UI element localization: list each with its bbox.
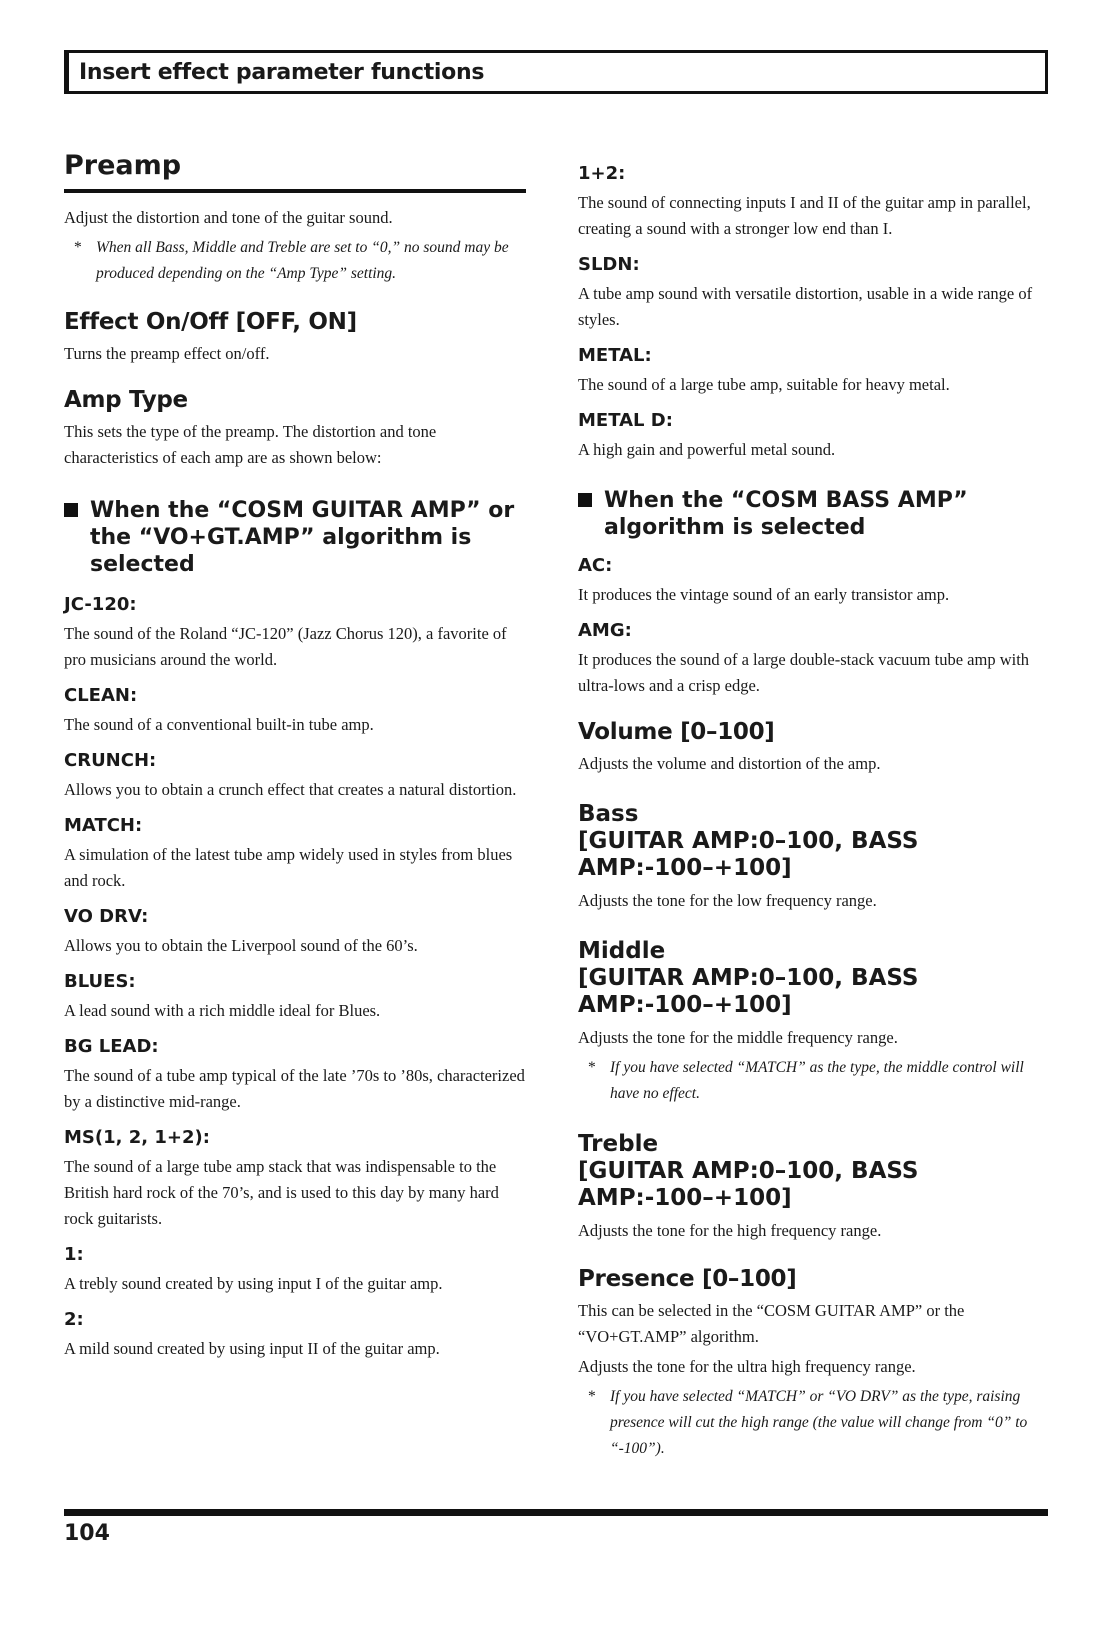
middle-description: Adjusts the tone for the middle frequency range. bbox=[578, 1028, 898, 1047]
effect-on-off-heading: Effect On/Off [OFF, ON] bbox=[64, 309, 357, 335]
note-asterisk: * bbox=[74, 239, 82, 256]
section-header bbox=[64, 50, 1048, 94]
preamp-heading: Preamp bbox=[64, 150, 526, 193]
metal-d-heading: METAL D: bbox=[578, 410, 673, 431]
bg-lead-description: The sound of a tube amp typical of the late ’70s to ’80s, characterized by a distinctive mid-range. bbox=[64, 1066, 525, 1111]
vo-drv-heading: VO DRV: bbox=[64, 906, 149, 927]
input-1-plus-2-heading: 1+2: bbox=[578, 163, 626, 184]
presence-heading: Presence [0–100] bbox=[578, 1266, 797, 1292]
metal-d-description: A high gain and powerful metal sound. bbox=[578, 440, 836, 459]
volume-description: Adjusts the volume and distortion of the amp. bbox=[578, 754, 881, 773]
bass-heading bbox=[578, 801, 1040, 882]
presence-description-1: This can be selected in the “COSM GUITAR AMP” or the “VO+GT.AMP” algorithm. bbox=[578, 1301, 965, 1346]
note-asterisk: * bbox=[588, 1059, 596, 1076]
input-1-heading: 1: bbox=[64, 1244, 84, 1265]
bass-heading-range: [GUITAR AMP:0–100, BASS AMP:-100–+100] bbox=[578, 828, 919, 881]
blues-heading: BLUES: bbox=[64, 971, 136, 992]
middle-note-text: If you have selected “MATCH” as the type, the middle control will have no effect. bbox=[610, 1059, 1024, 1102]
bullet-square-icon bbox=[578, 493, 592, 507]
crunch-description: Allows you to obtain a crunch effect that creates a natural distortion. bbox=[64, 780, 517, 799]
treble-heading-title: Treble bbox=[578, 1131, 659, 1157]
sldn-heading: SLDN: bbox=[578, 254, 640, 275]
guitar-amp-section-heading bbox=[64, 497, 526, 578]
amg-description: It produces the sound of a large double-stack vacuum tube amp with ultra-lows and a crisp edge. bbox=[578, 650, 1030, 695]
bullet-square-icon bbox=[64, 503, 78, 517]
left-column bbox=[64, 150, 526, 1362]
treble-heading-range: [GUITAR AMP:0–100, BASS AMP:-100–+100] bbox=[578, 1158, 919, 1211]
metal-heading: METAL: bbox=[578, 345, 652, 366]
bass-amp-section-text: When the “COSM BASS AMP” algorithm is selected bbox=[604, 488, 968, 540]
middle-heading-title: Middle bbox=[578, 938, 666, 964]
ac-heading: AC: bbox=[578, 555, 613, 576]
amp-type-description: This sets the type of the preamp. The distortion and tone characteristics of each amp are as shown below: bbox=[64, 422, 437, 467]
right-column bbox=[578, 163, 1040, 1462]
clean-heading: CLEAN: bbox=[64, 685, 138, 706]
input-1-plus-2-description: The sound of connecting inputs I and II of the guitar amp in parallel, creating a sound with a stronger low end than I. bbox=[578, 193, 1031, 238]
middle-note bbox=[578, 1055, 1040, 1107]
amp-type-heading: Amp Type bbox=[64, 387, 188, 413]
guitar-amp-section-text: When the “COSM GUITAR AMP” or the “VO+GT.AMP” algorithm is selected bbox=[90, 498, 515, 577]
metal-description: The sound of a large tube amp, suitable for heavy metal. bbox=[578, 375, 950, 394]
section-header-title: Insert effect parameter functions bbox=[79, 59, 485, 85]
bg-lead-heading: BG LEAD: bbox=[64, 1036, 159, 1057]
presence-description-2: Adjusts the tone for the ultra high frequency range. bbox=[578, 1357, 916, 1376]
match-description: A simulation of the latest tube amp widely used in styles from blues and rock. bbox=[64, 845, 513, 890]
input-2-description: A mild sound created by using input II of the guitar amp. bbox=[64, 1339, 440, 1358]
preamp-note-text: When all Bass, Middle and Treble are set to “0,” no sound may be produced depending on the “Amp Type” setting. bbox=[96, 239, 509, 282]
note-asterisk: * bbox=[588, 1388, 596, 1405]
ms-heading: MS(1, 2, 1+2): bbox=[64, 1127, 210, 1148]
treble-description: Adjusts the tone for the high frequency range. bbox=[578, 1221, 882, 1240]
match-heading: MATCH: bbox=[64, 815, 143, 836]
input-2-heading: 2: bbox=[64, 1309, 84, 1330]
bass-description: Adjusts the tone for the low frequency range. bbox=[578, 891, 877, 910]
vo-drv-description: Allows you to obtain the Liverpool sound of the 60’s. bbox=[64, 936, 418, 955]
clean-description: The sound of a conventional built-in tube amp. bbox=[64, 715, 374, 734]
amg-heading: AMG: bbox=[578, 620, 632, 641]
ms-description: The sound of a large tube amp stack that was indispensable to the British hard rock of the 70’s, and is used to this day by many hard rock guitarists. bbox=[64, 1157, 499, 1228]
footer-rule bbox=[64, 1509, 1048, 1516]
ac-description: It produces the vintage sound of an early transistor amp. bbox=[578, 585, 950, 604]
sldn-description: A tube amp sound with versatile distortion, usable in a wide range of styles. bbox=[578, 284, 1033, 329]
crunch-heading: CRUNCH: bbox=[64, 750, 157, 771]
treble-heading bbox=[578, 1131, 1040, 1212]
preamp-description: Adjust the distortion and tone of the guitar sound. bbox=[64, 208, 393, 227]
middle-heading bbox=[578, 938, 1040, 1019]
presence-note-text: If you have selected “MATCH” or “VO DRV” as the type, raising presence will cut the high range (the value will change from “0” to “-100”). bbox=[610, 1388, 1028, 1457]
volume-heading: Volume [0–100] bbox=[578, 719, 775, 745]
page-number: 104 bbox=[64, 1521, 110, 1546]
input-1-description: A trebly sound created by using input I of the guitar amp. bbox=[64, 1274, 443, 1293]
blues-description: A lead sound with a rich middle ideal for Blues. bbox=[64, 1001, 381, 1020]
middle-heading-range: [GUITAR AMP:0–100, BASS AMP:-100–+100] bbox=[578, 965, 919, 1018]
bass-heading-title: Bass bbox=[578, 801, 639, 827]
jc120-heading: JC-120: bbox=[64, 594, 137, 615]
effect-on-off-description: Turns the preamp effect on/off. bbox=[64, 344, 270, 363]
presence-note bbox=[578, 1384, 1040, 1462]
bass-amp-section-heading bbox=[578, 487, 1040, 541]
preamp-note bbox=[64, 235, 526, 287]
jc120-description: The sound of the Roland “JC-120” (Jazz Chorus 120), a favorite of pro musicians around the world. bbox=[64, 624, 507, 669]
